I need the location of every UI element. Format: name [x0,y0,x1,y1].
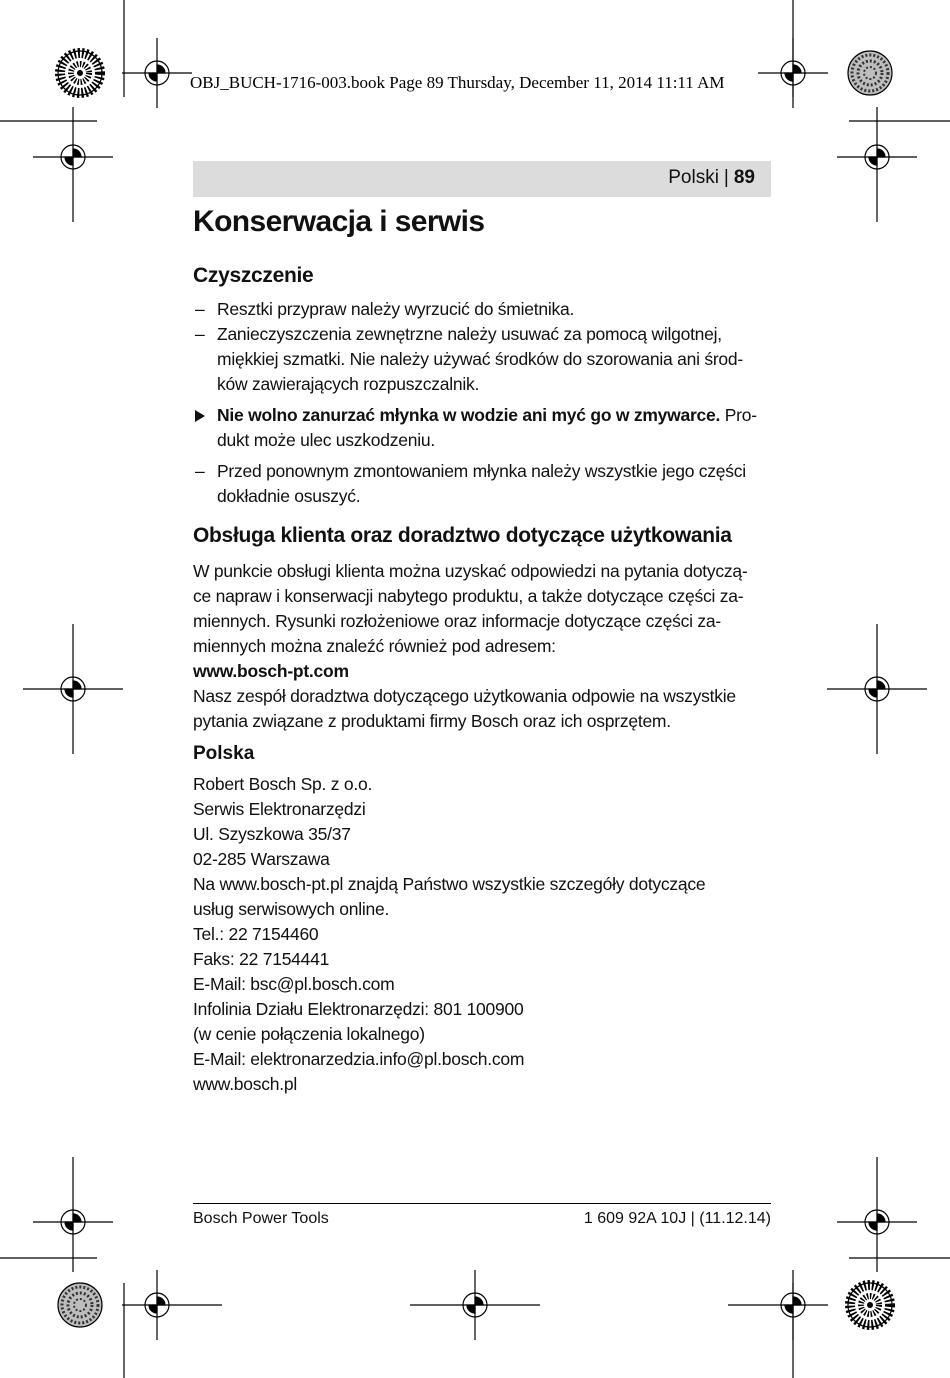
dash-marker: – [195,461,205,481]
dash-marker: – [195,299,205,319]
page-header-bar [193,161,771,197]
list-item [193,297,783,322]
contact-line: Ul. Szyszkowa 35/37 [193,824,351,844]
service-paragraph [193,559,783,734]
warning-text: Nie wolno zanurzać młynka w wodzie ani myć go w zmywarce. [217,405,721,425]
warning-triangle-icon [195,403,205,428]
text-line: Nasz zespół doradztwa dotyczącego użytkowania odpowie na wszystkie [193,686,736,706]
running-header [668,167,755,189]
text-line: ce napraw i konserwacji nabytego produktu, a także dotyczące części za- [193,586,744,606]
contact-email[interactable]: E-Mail: bsc@pl.bosch.com [193,974,395,994]
service-url-link[interactable]: www.bosch-pt.com [193,661,349,681]
warning-item [193,403,783,453]
section-title: Konserwacja i serwis [193,205,485,238]
contact-line: (w cenie połączenia lokalnego) [193,1024,425,1044]
footer-doc-code: 1 609 92A 10J | (11.12.14) [583,1210,771,1227]
footer-publisher: Bosch Power Tools [193,1210,329,1227]
list-item-text: miękkiej szmatki. Nie należy używać środków do szorowania ani środ- [217,349,743,369]
contact-website-link[interactable]: www.bosch.pl [193,1074,297,1094]
contact-email[interactable]: E-Mail: elektronarzedzia.info@pl.bosch.com [193,1049,525,1069]
list-item-text: Zanieczyszczenia zewnętrzne należy usuwać za pomocą wilgotnej, [217,324,722,344]
poland-heading: Polska [193,743,255,764]
contact-line: usług serwisowych online. [193,899,390,919]
text-line: miennych. Rysunki rozłożeniowe oraz informacje dotyczące części za- [193,611,721,631]
list-item-text: Resztki przypraw należy wyrzucić do śmietnika. [217,299,575,319]
poland-contact-block [193,772,783,1097]
print-slug: OBJ_BUCH-1716-003.book Page 89 Thursday, December 11, 2014 11:11 AM [190,73,725,92]
list-item [193,322,783,397]
text-line: W punkcie obsługi klienta można uzyskać odpowiedzi na pytania dotyczą- [193,561,748,581]
contact-hotline: Infolinia Działu Elektronarzędzi: 801 100900 [193,999,524,1019]
list-item-text: ków zawierających rozpuszczalnik. [217,374,480,394]
header-separator: | [723,167,729,188]
dash-marker: – [195,324,205,344]
contact-line: Serwis Elektronarzędzi [193,799,366,819]
list-item [193,459,783,509]
contact-line: 02-285 Warszawa [193,849,330,869]
page-number: 89 [733,167,755,188]
text-line: pytania związane z produktami firmy Bosch oraz ich osprzętem. [193,711,671,731]
list-item-text: Przed ponownym zmontowaniem młynka należy wszystkie jego części [217,461,746,481]
contact-line: Na www.bosch-pt.pl znajdą Państwo wszystkie szczegóły dotyczące [193,874,706,894]
text-line: miennych można znaleźć również pod adresem: [193,636,556,656]
cleaning-heading: Czyszczenie [193,264,314,287]
contact-line: Robert Bosch Sp. z o.o. [193,774,373,794]
warning-line [217,403,783,428]
service-heading: Obsługa klienta oraz doradztwo dotyczące użytkowania [193,524,732,547]
warning-text-line2: dukt może ulec uszkodzeniu. [217,430,435,450]
contact-fax: Faks: 22 7154441 [193,949,330,969]
language-label: Polski [668,167,719,188]
contact-phone: Tel.: 22 7154460 [193,924,319,944]
footer-rule [193,1203,771,1204]
warning-continuation: Pro- [720,405,757,425]
list-item-text: dokładnie osuszyć. [217,486,361,506]
